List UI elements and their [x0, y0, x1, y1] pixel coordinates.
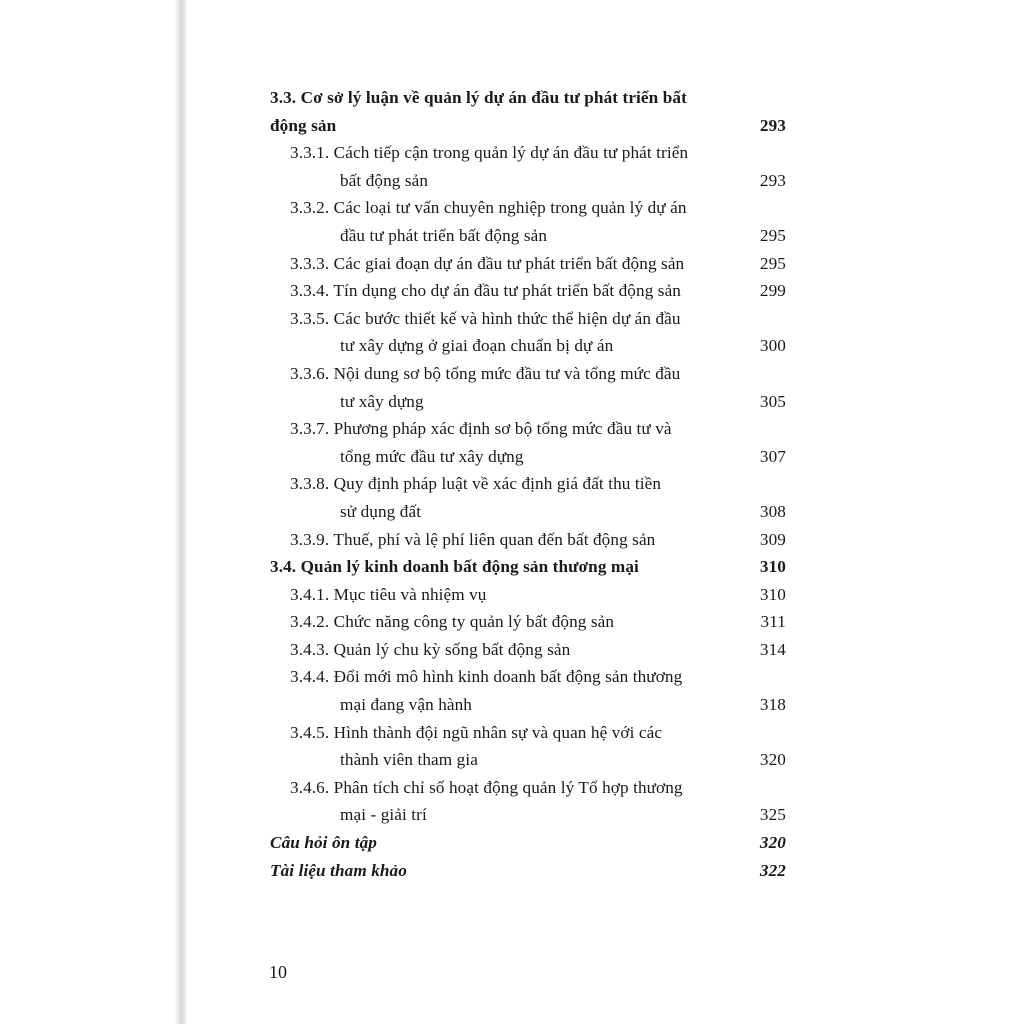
toc-subsection-entry [270, 526, 788, 554]
toc-entry-title-line: 3.4.5. Hình thành đội ngũ nhân sự và quan hệ với các [290, 722, 663, 742]
toc-entry-page-number: 300 [759, 336, 786, 356]
toc-entry-title-line: động sản [270, 115, 337, 135]
toc-entry-page-number: 322 [759, 860, 786, 880]
toc-entry-page-number: 310 [759, 584, 786, 604]
toc-entry-page-number: 305 [759, 391, 786, 411]
toc-entry-page-number: 310 [759, 557, 786, 577]
toc-entry-title-line: 3.3.4. Tín dụng cho dự án đầu tư phát triển bất động sản [290, 281, 681, 301]
toc-subsection-entry [270, 774, 788, 829]
toc-entry-title-line: 3.4.1. Mục tiêu và nhiệm vụ [290, 584, 487, 604]
toc-entry-page-number: 295 [759, 225, 786, 245]
toc-entry-title-line: 3.3.7. Phương pháp xác định sơ bộ tổng mức đầu tư và [290, 419, 672, 439]
toc-entry-title-line: 3.4.6. Phân tích chỉ số hoạt động quản lý Tổ hợp thương [290, 777, 683, 797]
toc-entry-title-line: Tài liệu tham khảo [270, 860, 407, 880]
toc-entry-page-number: 320 [759, 833, 786, 853]
book-gutter [0, 0, 180, 1024]
toc-entry-title-line: 3.3. Cơ sở lý luận về quản lý dự án đầu tư phát triển bất [270, 88, 687, 107]
toc-subsection-entry [270, 139, 788, 194]
toc-entry-page-number: 311 [760, 612, 786, 632]
toc-subsection-entry [270, 470, 788, 525]
table-of-contents [270, 84, 788, 884]
toc-entry-page-number: 325 [759, 805, 786, 825]
toc-subsection-entry [270, 608, 788, 636]
toc-subsection-entry [270, 719, 788, 774]
toc-section-entry [270, 84, 788, 139]
toc-subsection-entry [270, 581, 788, 609]
toc-entry-page-number: 293 [759, 170, 786, 190]
toc-subsection-entry [270, 636, 788, 664]
toc-entry-title-line: 3.4. Quản lý kinh doanh bất động sản thương mại [270, 557, 639, 577]
toc-entry-title-line: 3.3.3. Các giai đoạn dự án đầu tư phát triển bất động sản [290, 253, 685, 273]
toc-subsection-entry [270, 415, 788, 470]
toc-entry-page-number: 307 [759, 446, 786, 466]
toc-entry-title-line: 3.3.9. Thuế, phí và lệ phí liên quan đến bất động sản [290, 529, 656, 549]
toc-entry-title-line: 3.3.8. Quy định pháp luật về xác định giá đất thu tiền [290, 474, 662, 494]
toc-section-entry [270, 829, 788, 857]
toc-subsection-entry [270, 360, 788, 415]
toc-entry-title-line: tư xây dựng ở giai đoạn chuẩn bị dự án [340, 336, 614, 356]
page-footer-number: 10 [269, 962, 287, 982]
toc-entry-title-line: tư xây dựng [340, 391, 424, 411]
toc-entry-title-line: 3.3.5. Các bước thiết kế và hình thức thể hiện dự án đầu [290, 308, 681, 328]
toc-entry-title-line: thành viên tham gia [340, 750, 478, 770]
toc-entry-title-line: mại - giải trí [340, 805, 427, 825]
toc-entry-title-line: tổng mức đầu tư xây dựng [340, 446, 524, 466]
toc-subsection-entry [270, 305, 788, 360]
toc-entry-page-number: 293 [759, 115, 786, 135]
toc-subsection-entry [270, 250, 788, 278]
toc-subsection-entry [270, 194, 788, 249]
toc-entry-page-number: 299 [759, 281, 786, 301]
toc-entry-page-number: 318 [759, 695, 786, 715]
toc-entry-title-line: Câu hỏi ôn tập [270, 833, 377, 853]
toc-subsection-entry [270, 663, 788, 718]
toc-entry-title-line: 3.3.6. Nội dung sơ bộ tổng mức đầu tư và tổng mức đầu [290, 363, 681, 383]
toc-entry-title-line: 3.3.1. Cách tiếp cận trong quản lý dự án đầu tư phát triển [290, 143, 689, 163]
toc-entry-title-line: sử dụng đất [340, 501, 422, 521]
toc-entry-title-line: 3.4.4. Đổi mới mô hình kinh doanh bất động sản thương [290, 667, 683, 687]
toc-entry-page-number: 308 [759, 501, 786, 521]
toc-entry-page-number: 320 [759, 750, 786, 770]
toc-entry-title-line: 3.4.2. Chức năng công ty quản lý bất động sản [290, 612, 615, 632]
toc-entry-title-line: mại đang vận hành [340, 695, 472, 715]
toc-entry-page-number: 314 [759, 639, 786, 659]
toc-entry-page-number: 309 [759, 529, 786, 549]
toc-entry-page-number: 295 [759, 253, 786, 273]
toc-entry-title-line: 3.4.3. Quản lý chu kỳ sống bất động sản [290, 639, 571, 659]
toc-entry-title-line: 3.3.2. Các loại tư vấn chuyên nghiệp trong quản lý dự án [290, 198, 687, 218]
toc-subsection-entry [270, 277, 788, 305]
toc-section-entry [270, 857, 788, 885]
page-edge-shadow [174, 0, 186, 1024]
toc-entry-title-line: đầu tư phát triển bất động sản [340, 225, 548, 245]
toc-entry-title-line: bất động sản [340, 170, 429, 190]
toc-section-entry [270, 553, 788, 581]
